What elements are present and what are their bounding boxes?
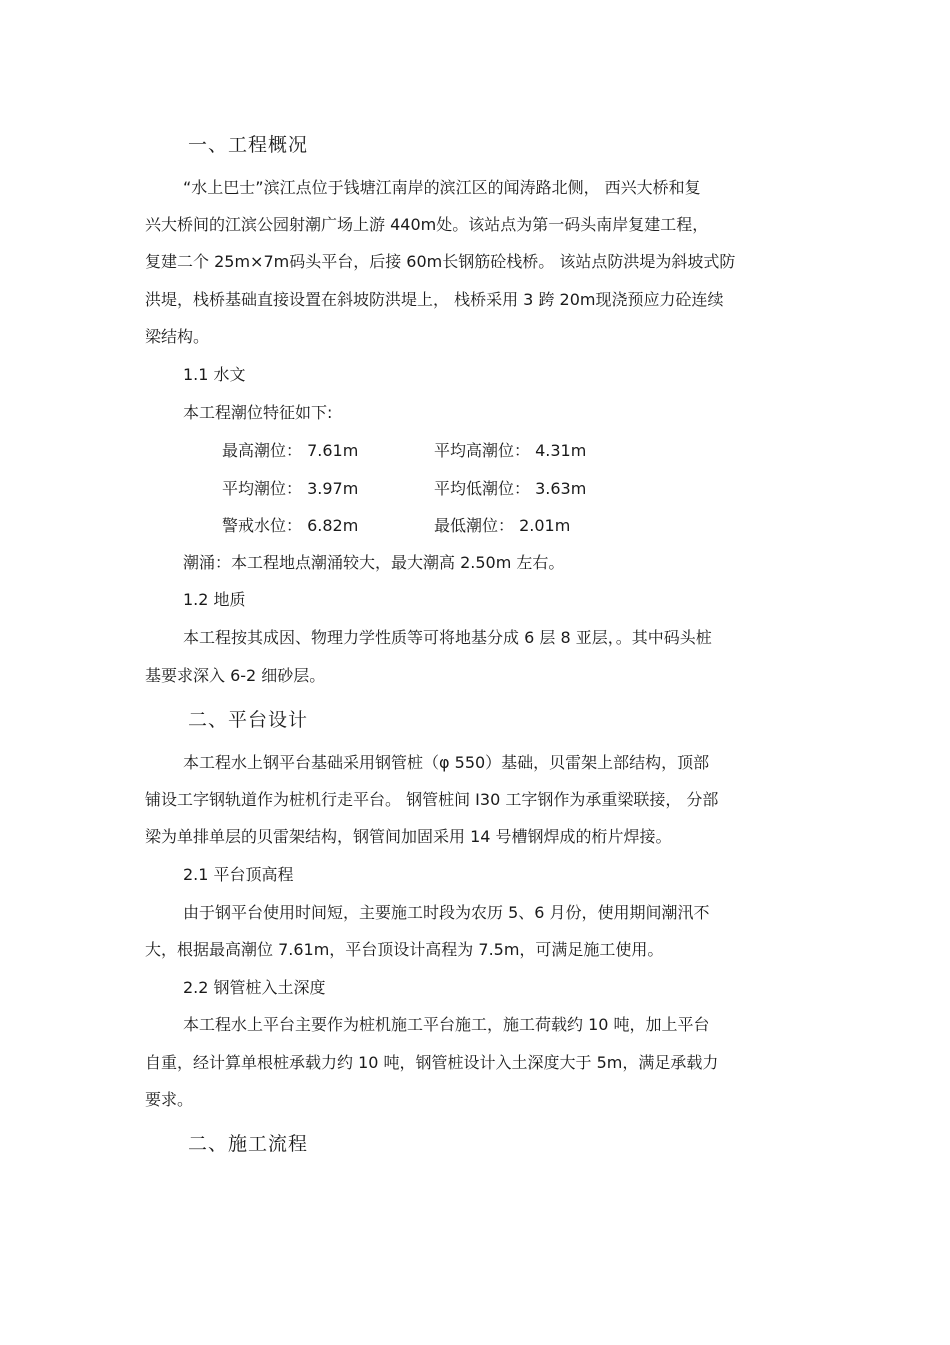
paragraph-line: 洪堤，栈桥基础直接设置在斜坡防洪堤上， 栈桥采用 3 跨 20m现浇预应力砼连续	[145, 290, 724, 309]
tide-value: 平均潮位： 3.97m	[222, 479, 359, 498]
paragraph-line: 本工程按其成因、物理力学性质等可将地基分成 6 层 8 亚层，。其中码头桩	[183, 628, 712, 647]
paragraph-line: 由于钢平台使用时间短，主要施工时段为农历 5、6 月份，使用期间潮汛不	[183, 903, 710, 922]
paragraph-line: 铺设工字钢轨道作为桩机行走平台。 钢管桩间 I30 工字钢作为承重梁联接， 分部	[145, 790, 719, 809]
paragraph-line: 本工程潮位特征如下:	[183, 403, 333, 422]
paragraph-line: 基要求深入 6-2 细砂层。	[145, 666, 326, 685]
section-heading-overview: 一、工程概况	[188, 134, 309, 156]
section-heading-construction-process: 二、施工流程	[188, 1133, 309, 1155]
subsection-heading-hydrology: 1.1 水文	[183, 365, 246, 384]
subsection-heading-geology: 1.2 地质	[183, 590, 246, 609]
tide-value: 平均高潮位： 4.31m	[434, 441, 587, 460]
paragraph-line: 本工程水上钢平台基础采用钢管桩（φ 550）基础，贝雷架上部结构，顶部	[183, 753, 710, 772]
subsection-heading-pile-depth: 2.2 钢管桩入土深度	[183, 978, 326, 997]
paragraph-line: 本工程水上平台主要作为桩机施工平台施工，施工荷载约 10 吨，加上平台	[183, 1015, 710, 1034]
paragraph-line: “水上巴士”滨江点位于钱塘江南岸的滨江区的闻涛路北侧， 西兴大桥和复	[183, 178, 701, 197]
paragraph-line: 大，根据最高潮位 7.61m，平台顶设计高程为 7.5m，可满足施工使用。	[145, 940, 664, 959]
paragraph-line: 梁为单排单层的贝雷架结构，钢管间加固采用 14 号槽钢焊成的桁片焊接。	[145, 827, 672, 846]
paragraph-line: 兴大桥间的江滨公园射潮广场上游 440m处。该站点为第一码头南岸复建工程，	[145, 215, 709, 234]
subsection-heading-platform-elevation: 2.1 平台顶高程	[183, 865, 294, 884]
paragraph-line: 要求。	[145, 1090, 194, 1109]
paragraph-line: 梁结构。	[145, 327, 210, 346]
tide-value: 警戒水位： 6.82m	[222, 516, 359, 535]
paragraph-line: 自重，经计算单根桩承载力约 10 吨，钢管桩设计入土深度大于 5m，满足承载力	[145, 1053, 719, 1072]
section-heading-platform-design: 二、平台设计	[188, 709, 309, 731]
paragraph-line: 复建二个 25m×7m码头平台，后接 60m长钢筋砼栈桥。 该站点防洪堤为斜坡式防	[145, 252, 736, 271]
tide-value: 最低潮位： 2.01m	[434, 516, 571, 535]
tide-value: 平均低潮位： 3.63m	[434, 479, 587, 498]
paragraph-line: 潮涌：本工程地点潮涌较大，最大潮高 2.50m 左右。	[183, 553, 565, 572]
tide-value: 最高潮位： 7.61m	[222, 441, 359, 460]
